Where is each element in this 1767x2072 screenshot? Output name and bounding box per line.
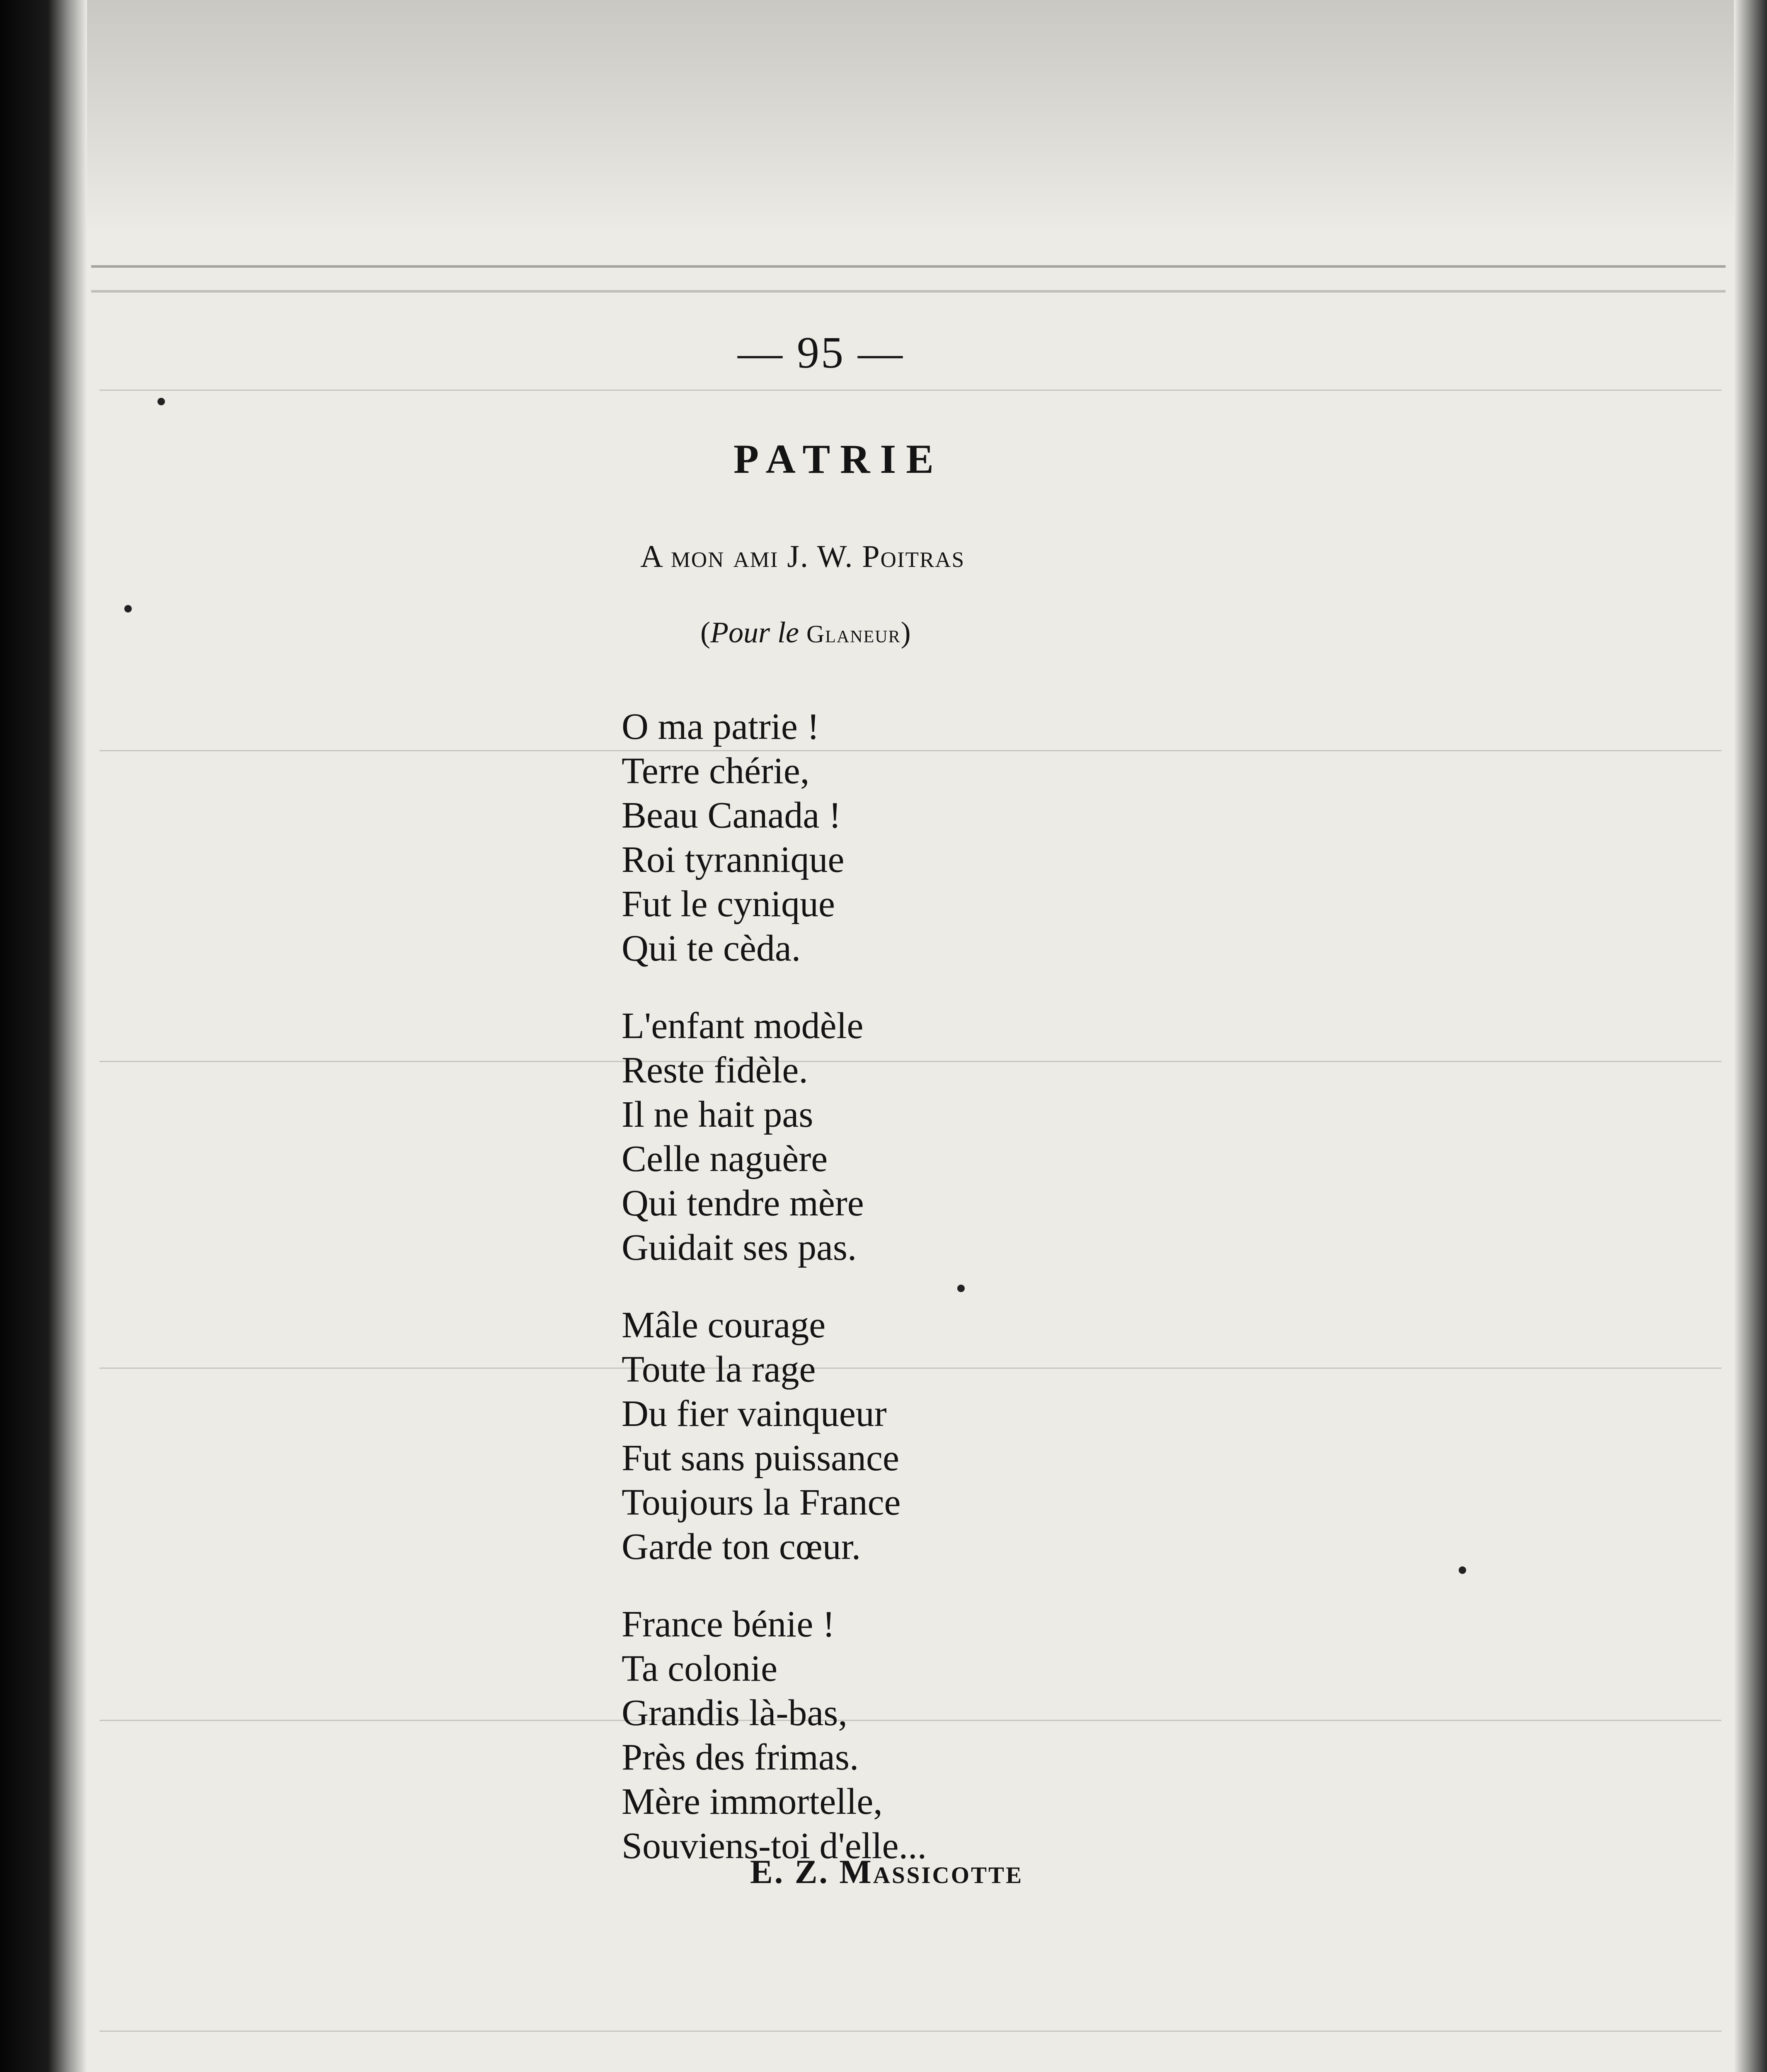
verse-line: Beau Canada ! [622,795,841,836]
stanza [622,1602,1202,1868]
poem-title: PATRIE [733,436,944,482]
verse-line: Mâle courage [622,1305,826,1346]
page-binding-edge [0,0,87,2072]
ink-speck [157,398,165,405]
verse-line: Qui te cèda. [622,928,801,969]
verse-line: Reste fidèle. [622,1050,808,1091]
source-open-paren: ( [700,616,710,649]
verse-line: Près des frimas. [622,1737,859,1778]
verse-line: Roi tyrannique [622,839,845,880]
verse-line: Celle naguère [622,1138,828,1179]
verse-line: Mère immortelle, [622,1781,883,1822]
verse-line: Du fier vainqueur [622,1393,887,1434]
verse-line: France bénie ! [622,1604,835,1645]
verse-line: Terre chérie, [622,750,810,792]
stanza [622,704,1202,971]
scan-rule-line [91,265,1726,268]
source-note [700,615,911,650]
stanza [622,1303,1202,1569]
ghost-line [99,390,1721,391]
verse-line: O ma patrie ! [622,706,820,747]
verse-line: Grandis là-bas, [622,1692,847,1733]
verse-line: Guidait ses pas. [622,1227,857,1268]
dedication: A mon ami J. W. Poitras [640,539,965,574]
ink-speck [124,605,132,612]
verse-line: Il ne hait pas [622,1094,813,1135]
verse-line: Souviens-toi d'elle... [622,1825,927,1866]
stanza [622,1004,1202,1270]
ink-speck [1459,1566,1466,1574]
poem-body [622,704,1202,1901]
verse-line: Toujours la France [622,1482,901,1523]
source-publication: Glaneur [806,620,901,648]
page-right-edge [1734,0,1767,2072]
verse-line: Garde ton cœur. [622,1526,861,1567]
verse-line: Qui tendre mère [622,1183,864,1224]
page-number: — 95 — [738,328,904,378]
scan-rule-line [91,290,1726,293]
verse-line: Toute la rage [622,1349,816,1390]
verse-line: L'enfant modèle [622,1005,864,1046]
source-prefix: Pour le [710,616,799,649]
verse-line: Fut sans puissance [622,1438,899,1479]
author-signature: E. Z. Massicotte [750,1853,1024,1890]
verse-line: Ta colonie [622,1648,778,1689]
ghost-line [99,2031,1721,2032]
source-close-paren: ) [900,616,911,649]
verse-line: Fut le cynique [622,884,835,925]
page-top-shadow [0,0,1767,232]
